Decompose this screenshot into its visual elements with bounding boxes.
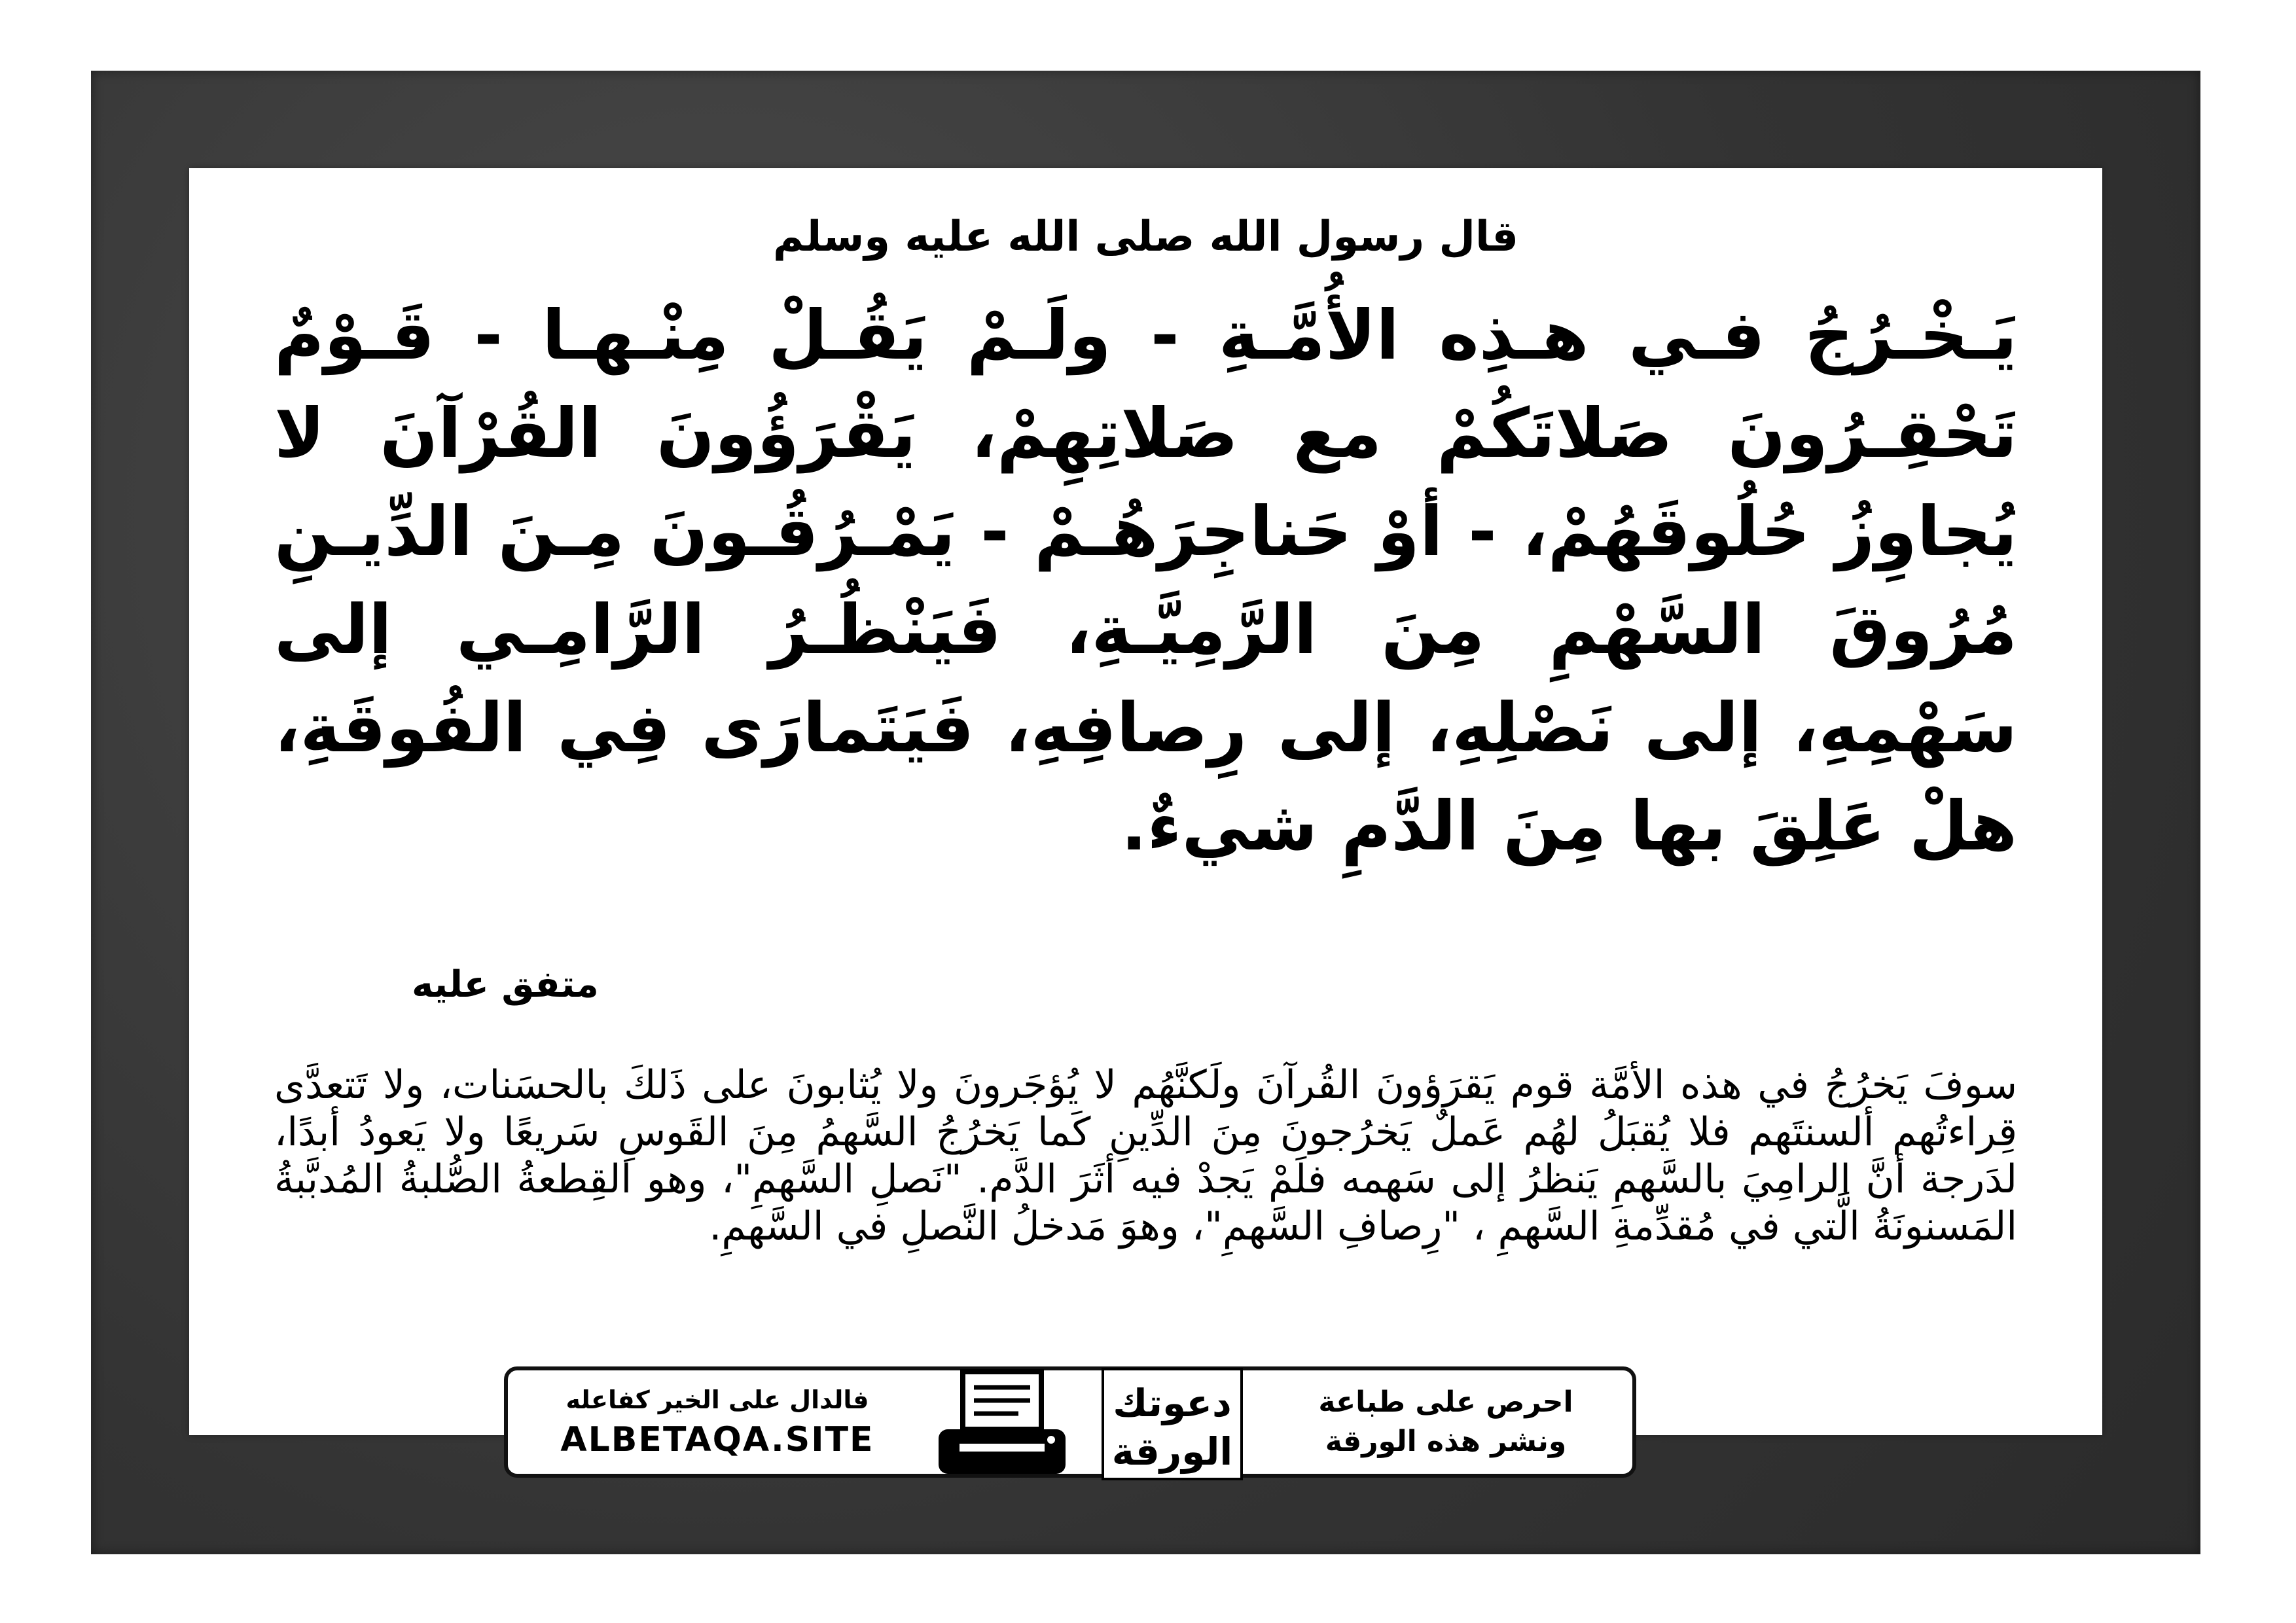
footer-site-link[interactable]: ALBETAQA.SITE — [560, 1420, 874, 1459]
content-panel — [189, 168, 2102, 1435]
footer-note-line1: احرص على طباعة — [1318, 1385, 1573, 1419]
footer-print-note — [1272, 1370, 1619, 1474]
footer-site-block — [508, 1370, 927, 1474]
page-heading: قال رسول الله صلى الله عليه وسلم — [773, 213, 1518, 261]
footer-note-line2: ونشر هذه الورقة — [1325, 1425, 1567, 1458]
leather-frame — [91, 71, 2200, 1554]
hadith-text: يَـخْـرُجُ فـي هـذِه الأُمَّـةِ - ولَـمْ يَقُـلْ مِنْـهـا - قَـوْمٌ تَحْقِـرُونَ صَلاتَكُمْ مع صَلاتِهِمْ، يَقْرَؤُونَ القُرْآنَ لا يُجاوِزُ حُلُوقَهُمْ، - أوْ حَناجِرَهُـمْ - يَمْـرُقُـونَ مِـنَ الدِّيـنِ مُرُوقَ السَّهْمِ مِنَ الرَّمِيَّـةِ، فَيَنْظُـرُ الرَّامِـي إلى سَهْمِهِ، إلى نَصْلِهِ، إلى رِصافِهِ، فَيَتَمارَى فِي الفُوقَةِ، هلْ عَلِقَ بها مِنَ الدَّمِ شيءٌ. — [274, 295, 2017, 866]
footer-tagline: فالدال على الخير كفاعله — [565, 1385, 869, 1414]
explanation-text: سوفَ يَخرُجُ في هذه الأمَّة قوم يَقرَؤونَ القُرآنَ ولَكنَّهُم لا يُؤجَرونَ ولا يُثابونَ على ذَلكَ بالحسَنات، ولا تَتعدَّى قِراءتُهم ألسنتَهم فلا يُقبَلُ لهُم عَملٌ يَخرُجونَ مِنَ الدِّينِ كَما يَخرُجُ السَّهمُ مِنَ القَوسِ سَريعًا ولا يَعودُ أبدًا، لدَرجة أنَّ الرامِيَ بالسَّهمِ يَنظرُ إلى سَهمه فلَمْ يَجدْ فيه أثَرَ الدَّم. "نَصلِ السَّهمِ"، وهو القِطعةُ الصُّلبةُ المُدبَّبةُ المَسنونَةُ الَّتي في مُقدِّمةِ السَّهمِ ، "رِصافِ السَّهمِ"، وهوَ مَدخلُ النَّصلِ في السَّهمِ. — [274, 1062, 2017, 1249]
printer-icon — [933, 1366, 1071, 1482]
dawatuk-logo — [1100, 1366, 1244, 1482]
footer-banner — [504, 1366, 1636, 1478]
logo-text-bottom: الورقة — [1111, 1429, 1233, 1474]
hadith-source: متفق عليه — [412, 963, 599, 1006]
logo-text-top: دعوتك — [1113, 1381, 1232, 1425]
